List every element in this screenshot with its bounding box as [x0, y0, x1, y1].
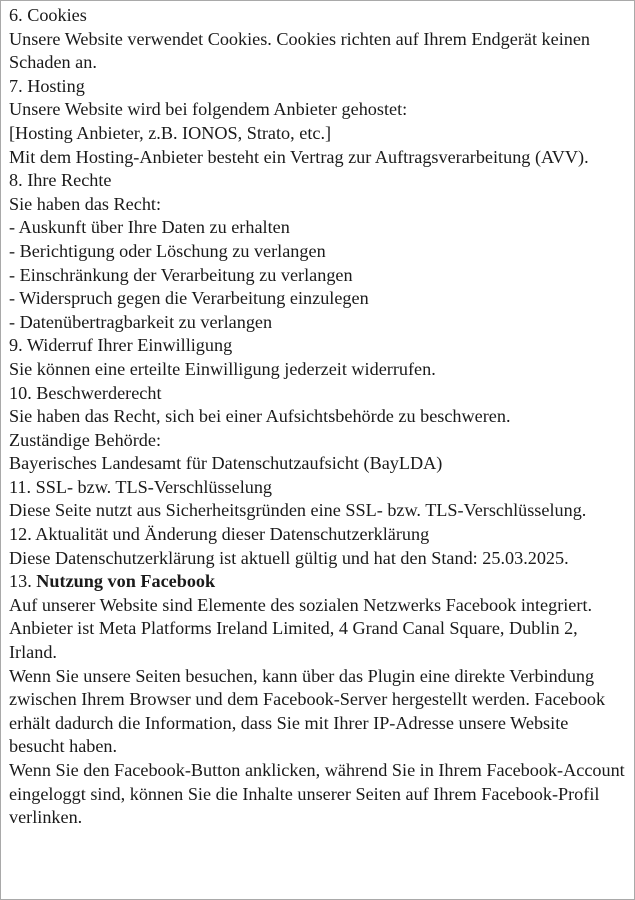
section-text: Sie haben das Recht:	[9, 193, 162, 214]
section-text: Sie können eine erteilte Einwilligung jederzeit widerrufen.	[9, 358, 436, 379]
section-text: Bayerisches Landesamt für Datenschutzaufsicht (BayLDA)	[9, 453, 443, 474]
section-hosting	[9, 75, 627, 169]
section-withdrawal	[9, 334, 627, 381]
section-heading: 6. Cookies	[9, 5, 87, 25]
section-title-bold: Nutzung von Facebook	[36, 571, 216, 592]
section-text: Wenn Sie unsere Seiten besuchen, kann über das Plugin eine direkte Verbindung zwischen Ihrem Browser und dem Facebook-Server hergestellt werden. Facebook erhält dadurch die Information, dass Sie mit Ihrer IP-Adresse unsere Website besucht haben.	[9, 665, 606, 757]
section-text: Mit dem Hosting-Anbieter besteht ein Vertrag zur Auftragsverarbeitung (AVV).	[9, 146, 589, 167]
section-complaint	[9, 382, 627, 476]
rights-list-item: - Einschränkung der Verarbeitung zu verlangen	[9, 264, 353, 285]
section-heading: 11. SSL- bzw. TLS-Verschlüsselung	[9, 476, 273, 497]
rights-list-item: - Datenübertragbarkeit zu verlangen	[9, 311, 273, 332]
section-heading: 10. Beschwerderecht	[9, 382, 162, 403]
section-text: Wenn Sie den Facebook-Button anklicken, während Sie in Ihrem Facebook-Account eingeloggt sind, können Sie die Inhalte unserer Seiten auf Ihrem Facebook-Profil verlinken.	[9, 760, 625, 828]
rights-list-item: - Widerspruch gegen die Verarbeitung einzulegen	[9, 288, 369, 309]
section-facebook	[9, 570, 627, 830]
section-heading: 12. Aktualität und Änderung dieser Datenschutzerklärung	[9, 524, 430, 545]
section-heading: 8. Ihre Rechte	[9, 170, 112, 191]
section-heading: 9. Widerruf Ihrer Einwilligung	[9, 335, 233, 356]
section-rights	[9, 169, 627, 334]
section-ssl-tls	[9, 476, 627, 523]
section-text: Sie haben das Recht, sich bei einer Aufsichtsbehörde zu beschweren.	[9, 406, 511, 427]
section-heading: 7. Hosting	[9, 75, 85, 96]
privacy-policy-document	[1, 1, 627, 830]
section-updates	[9, 523, 627, 570]
section-text: Zuständige Behörde:	[9, 429, 162, 450]
section-text: Unsere Website verwendet Cookies. Cookies richten auf Ihrem Endgerät keinen Schaden an.	[9, 28, 591, 73]
section-text: Unsere Website wird bei folgendem Anbieter gehostet:	[9, 99, 408, 120]
rights-list-item: - Berichtigung oder Löschung zu verlangen	[9, 240, 326, 261]
section-cookies	[9, 4, 627, 75]
section-text: Diese Datenschutzerklärung ist aktuell gültig und hat den Stand: 25.03.2025.	[9, 547, 569, 568]
section-text: [Hosting Anbieter, z.B. IONOS, Strato, etc.]	[9, 122, 332, 143]
section-text: Auf unserer Website sind Elemente des sozialen Netzwerks Facebook integriert. Anbieter ist Meta Platforms Ireland Limited, 4 Grand Canal Square, Dublin 2, Irland.	[9, 594, 593, 663]
section-text: Diese Seite nutzt aus Sicherheitsgründen eine SSL- bzw. TLS-Verschlüsselung.	[9, 500, 587, 521]
section-heading	[9, 570, 627, 594]
rights-list-item: - Auskunft über Ihre Daten zu erhalten	[9, 217, 290, 238]
section-number: 13.	[9, 571, 32, 592]
